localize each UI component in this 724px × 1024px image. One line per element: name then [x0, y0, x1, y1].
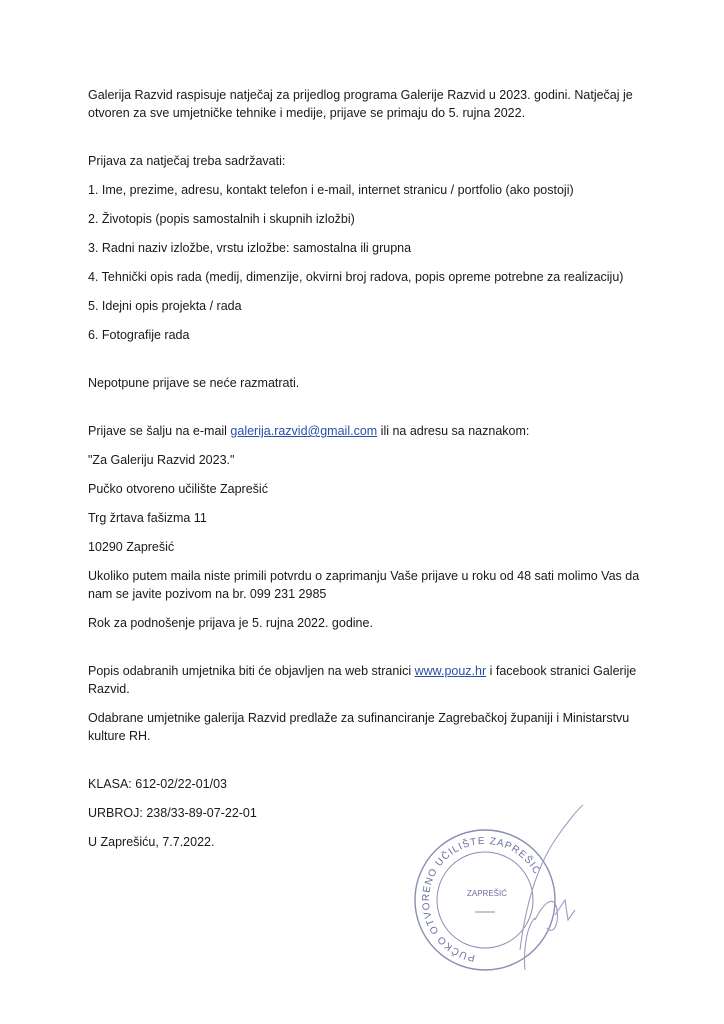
signature-scribble — [520, 805, 583, 970]
requirement-item: 5. Idejni opis projekta / rada — [88, 299, 242, 313]
funding-note: Odabrane umjetnike galerija Razvid predlaže za sufinanciranje Zagrebačkoj županiji i Ministarstvu kulture RH. — [88, 711, 630, 743]
website-link[interactable]: www.pouz.hr — [414, 664, 487, 678]
address-city: 10290 Zaprešić — [88, 540, 175, 554]
requirement-item: 1. Ime, prezime, adresu, kontakt telefon i e-mail, internet stranicu / portfolio (ako postoji) — [88, 183, 574, 197]
address-label: "Za Galeriju Razvid 2023." — [88, 453, 235, 467]
submit-text-after: ili na adresu sa naznakom: — [377, 424, 530, 438]
address-street: Trg žrtava fašizma 11 — [88, 511, 207, 525]
requirement-item: 4. Tehnički opis rada (medij, dimenzije, okvirni broj radova, popis opreme potrebne za realizaciju) — [88, 270, 624, 284]
requirement-item: 6. Fotografije rada — [88, 328, 190, 342]
stamp-graphic — [405, 800, 595, 990]
publication-text-before: Popis odabranih umjetnika biti će objavljen na web stranici — [88, 664, 415, 678]
document-body — [88, 86, 648, 851]
requirement-item: 2. Životopis (popis samostalnih i skupnih izložbi) — [88, 212, 355, 226]
deadline-note: Rok za podnošenje prijava je 5. rujna 2022. godine. — [88, 616, 373, 630]
confirmation-note: Ukoliko putem maila niste primili potvrdu o zaprimanju Vaše prijave u roku od 48 sati molimo Vas da nam se javite pozivom na br. 099 231 2985 — [88, 569, 640, 601]
email-link[interactable]: galerija.razvid@gmail.com — [230, 424, 378, 438]
place-date-line: U Zaprešiću, 7.7.2022. — [88, 835, 215, 849]
stamp-inner-ring — [437, 852, 533, 948]
publication-paragraph — [88, 662, 648, 698]
submit-text-before: Prijave se šalju na e-mail — [88, 424, 231, 438]
stamp-center-text: ZAPREŠIĆ — [467, 889, 508, 898]
publication-text-after: i facebook stranici Galerije Razvid. — [88, 664, 637, 696]
submit-paragraph — [88, 422, 648, 440]
incomplete-note: Nepotpune prijave se neće razmatrati. — [88, 376, 300, 390]
stamp-outer-ring — [415, 830, 555, 970]
intro-paragraph: Galerija Razvid raspisuje natječaj za prijedlog programa Galerije Razvid u 2023. godini. Natječaj je otvoren za sve umjetničke tehnike i medije, prijave se primaju do 5. rujna 2022. — [88, 88, 633, 120]
klasa-line: KLASA: 612-02/22-01/03 — [88, 777, 227, 791]
urbroj-line: URBROJ: 238/33-89-07-22-01 — [88, 806, 257, 820]
official-stamp — [405, 800, 595, 990]
requirement-item: 3. Radni naziv izložbe, vrstu izložbe: samostalna ili grupna — [88, 241, 412, 255]
address-institution: Pučko otvoreno učilište Zaprešić — [88, 482, 268, 496]
stamp-ring-text: PUČKO OTVORENO UČILIŠTE ZAPREŠIĆ — [420, 835, 543, 964]
requirements-heading: Prijava za natječaj treba sadržavati: — [88, 154, 286, 168]
